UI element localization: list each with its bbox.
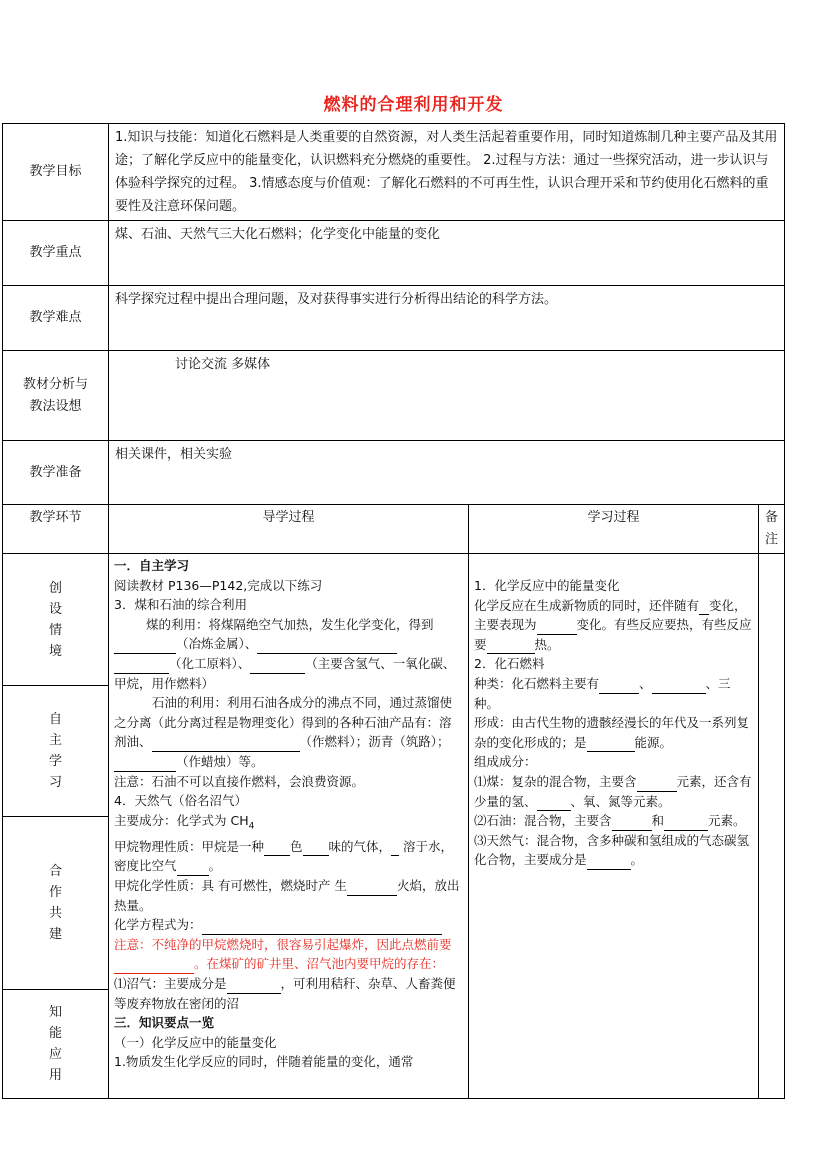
guide-column (109, 554, 469, 1099)
study-line: 2．化石燃料 (474, 656, 545, 672)
fill-blank[interactable] (202, 920, 442, 935)
fill-blank[interactable] (652, 679, 706, 694)
fill-blank[interactable] (537, 796, 571, 811)
fill-blank[interactable] (257, 639, 397, 654)
lesson-plan-table (2, 123, 785, 1099)
guide-line: 甲烷化学性质：具 有可燃性，燃烧时产 生 火焰，放出热量。 (114, 878, 460, 913)
stage-create (3, 554, 108, 686)
guide-line: 煤的利用：将煤隔绝空气加热，发生化学变化，得到（冶炼金属）、 （化工原料）、 （主要含氢气、一氧化碳、甲烷，用作燃料） (114, 616, 456, 691)
fill-blank[interactable] (599, 679, 639, 694)
guide-line: 3．煤和石油的综合利用 (114, 597, 247, 613)
label-goals: 教学目标 (3, 124, 109, 221)
study-line: 化学反应在生成新物质的同时，还伴随有 变化，主要表现为 变化。有些反应要热，有些反应要 热。 (474, 596, 753, 655)
guide-line: 4．天然气（俗名沼气） (114, 793, 247, 809)
study-line: 形成：由古代生物的遗骸经漫长的年代及一系列复杂的变化形成的；是 能源。 (474, 713, 753, 752)
guide-line: 阅读教材 P136—P142,完成以下练习 (114, 577, 323, 593)
content-key-points: 煤、石油、天然气三大化石燃料；化学变化中能量的变化 (109, 221, 785, 286)
fill-blank[interactable] (587, 855, 631, 870)
label-methods (3, 351, 109, 441)
fill-blank[interactable] (264, 841, 290, 856)
study-line: ⑴煤：复杂的混合物，主要含 元素，还含有少量的氢、 、氧、氮等元素。 (474, 772, 753, 811)
guide-warning: 注意：不纯净的甲烷燃烧时，很容易引起爆炸，因此点燃前要。在煤矿的矿井里、沼气池内要甲烷的存在： (114, 935, 463, 974)
row-key-points (3, 221, 785, 286)
stage-apply (3, 990, 108, 1098)
content-goals: 1.知识与技能：知道化石燃料是人类重要的自然资源，对人类生活起着重要作用，同时知道炼制几种主要产品及其用途；了解化学反应中的能量变化，认识燃料充分燃烧的重要性。 2.过程与方法：通过一些探究活动，进一步认识与体验科学探究的过程。 3.情感态度与价值观：了解化石燃料的不可再生性，认识合理开采和节约使用化石燃料的重要性及注意环保问题。 (109, 124, 785, 221)
fill-blank[interactable] (664, 816, 708, 831)
fill-blank[interactable] (612, 816, 652, 831)
study-line: ⑵石油：混合物，主要含 和 元素。 (474, 811, 753, 831)
fill-blank[interactable] (177, 861, 209, 876)
fill-blank[interactable] (227, 979, 281, 994)
header-remarks: 备注 (759, 505, 785, 554)
guide-heading-1: 一．自主学习 (114, 558, 190, 573)
content-preparation: 相关课件，相关实验 (109, 441, 785, 505)
guide-line: 注意：石油不可以直接作燃料，会浪费资源。 (114, 773, 365, 789)
fill-blank[interactable] (114, 639, 176, 654)
stage-self-study (3, 686, 108, 817)
methods-text: 讨论交流 多媒体 (175, 357, 271, 372)
fill-blank[interactable] (114, 757, 176, 772)
remarks-column (759, 554, 785, 1099)
page-title: 燃料的合理利用和开发 (323, 95, 504, 115)
guide-line: 主要成分：化学式为 $CH_4$ (114, 812, 255, 832)
header-study: 学习过程 (469, 505, 759, 554)
label-preparation: 教学准备 (3, 441, 109, 505)
stage-self-study-label: 自主学习 (48, 712, 62, 790)
header-stage: 教学环节 (3, 505, 109, 554)
study-column (469, 554, 759, 1099)
fill-blank[interactable] (152, 737, 300, 752)
fill-blank[interactable] (391, 841, 399, 856)
stage-cooperate (3, 817, 108, 990)
label-key-points: 教学重点 (3, 221, 109, 286)
fill-blank[interactable] (303, 841, 329, 856)
row-methods (3, 351, 785, 441)
study-line: 组成成分： (474, 754, 537, 770)
label-difficulties: 教学难点 (3, 286, 109, 351)
fill-blank[interactable] (250, 659, 305, 674)
fill-blank[interactable] (537, 620, 577, 635)
stage-create-label: 创设情境 (48, 580, 62, 659)
guide-line: 石油的利用：利用石油各成分的沸点不同，通过蒸馏使之分离（此分离过程是物理变化）得到的各种石油产品有：溶剂油、 （作燃料）；沥青（筑路）；（作蜡烛）等。 (114, 693, 463, 771)
stages-column (3, 554, 109, 1099)
fill-blank[interactable] (114, 659, 169, 674)
row-header (3, 505, 785, 554)
guide-line: 甲烷物理性质：甲烷是一种 色 味的气体， 溶于水，密度比空气 。 (114, 837, 463, 876)
content-difficulties: 科学探究过程中提出合理问题，及对获得事实进行分析得出结论的科学方法。 (109, 286, 785, 351)
fill-blank[interactable] (699, 600, 709, 615)
fill-blank[interactable] (587, 737, 635, 752)
guide-heading-3: 三．知识要点一览 (114, 1015, 215, 1031)
guide-line: 1.物质发生化学反应的同时，伴随着能量的变化，通常 (114, 1054, 414, 1070)
guide-line: ⑴沼气：主要成分是 ，可利用秸秆、杂草、人畜粪便等废弃物放在密闭的沼 (114, 975, 456, 1011)
guide-line: 化学方程式为： (114, 915, 463, 935)
study-line: 种类：化石燃料主要有 、 、三种。 (474, 675, 731, 711)
study-line: ⑶天然气：混合物，含多种碳和氢组成的气态碳氢化合物，主要成分是 。 (474, 831, 753, 870)
study-line: 1．化学反应中的能量变化 (474, 578, 620, 593)
label-methods-line1: 教材分析与 (22, 376, 88, 392)
row-difficulties (3, 286, 785, 351)
stage-apply-label: 知能应用 (48, 1005, 62, 1083)
header-guide: 导学过程 (109, 505, 469, 554)
row-preparation (3, 441, 785, 505)
label-methods-line2: 教法设想 (29, 398, 82, 414)
content-methods (109, 351, 785, 441)
guide-line: （一）化学反应中的能量变化 (114, 1034, 277, 1050)
fill-blank[interactable] (487, 639, 535, 654)
fill-blank[interactable] (114, 959, 194, 974)
fill-blank[interactable] (347, 881, 397, 896)
row-body (3, 554, 785, 1099)
fill-blank[interactable] (637, 777, 677, 792)
row-goals (3, 124, 785, 221)
stage-cooperate-label: 合作共建 (48, 864, 62, 942)
